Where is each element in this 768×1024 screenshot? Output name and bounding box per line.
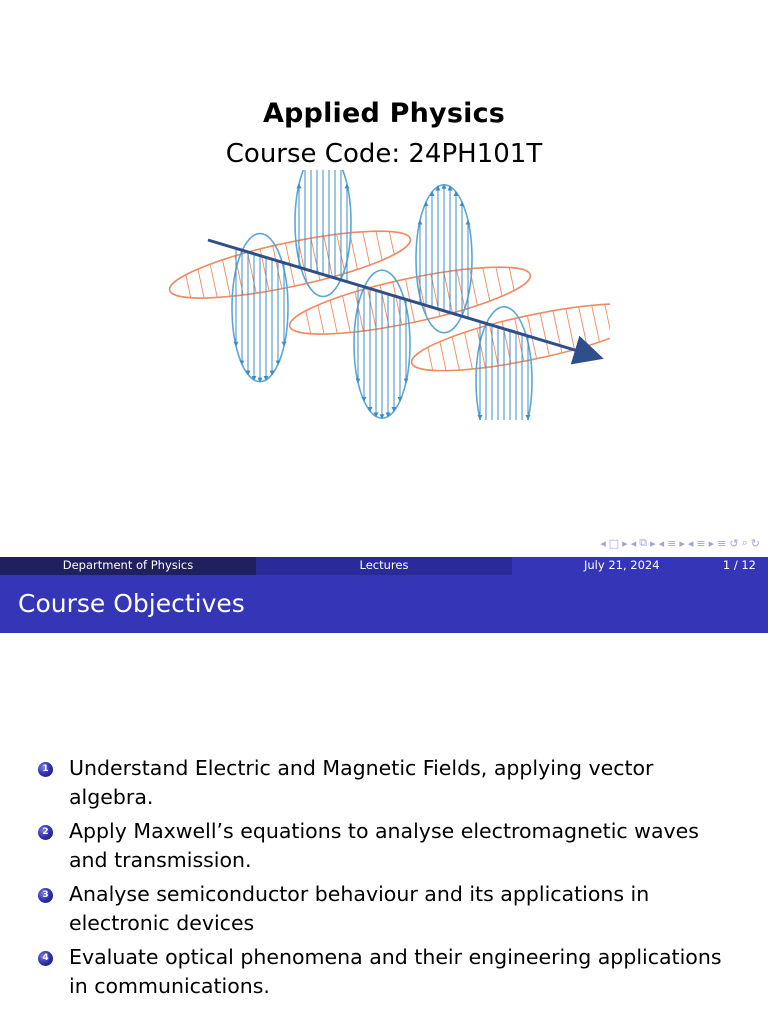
nav-symbol-icon[interactable]: ↺: [729, 536, 740, 550]
footer-department: Department of Physics: [0, 557, 256, 575]
objective-item: [38, 754, 738, 812]
nav-symbol-icon[interactable]: ▸: [622, 536, 629, 550]
frame-title-bar: [0, 575, 768, 633]
nav-symbol-icon[interactable]: ▸: [650, 536, 657, 550]
frame-title: Course Objectives: [18, 589, 245, 618]
electromagnetic-wave-illustration: [160, 170, 610, 420]
objective-item: [38, 817, 738, 875]
number-ball-icon: 2: [38, 825, 53, 840]
objective-text: Analyse semiconductor behaviour and its applications in electronic devices: [69, 882, 650, 935]
course-code: Course Code: 24PH101T: [225, 139, 543, 169]
number-ball-icon: 3: [38, 888, 53, 903]
slide-title: Applied Physics: [262, 98, 506, 129]
footer-section: Lectures: [256, 557, 512, 575]
nav-symbol-icon[interactable]: ▸: [679, 536, 686, 550]
footer-date-page: [512, 557, 768, 575]
nav-symbol-icon[interactable]: ◂: [658, 536, 666, 550]
objective-text: Understand Electric and Magnetic Fields, applying vector algebra.: [69, 756, 654, 809]
nav-symbol-icon[interactable]: □: [608, 536, 621, 550]
objective-text: Apply Maxwell’s equations to analyse electromagnetic waves and transmission.: [69, 819, 699, 872]
number-ball-icon: 1: [38, 762, 53, 777]
nav-symbol-icon[interactable]: ≡: [717, 536, 728, 550]
nav-symbol-icon[interactable]: ◂: [600, 536, 607, 550]
nav-symbol-icon[interactable]: ◂: [630, 536, 638, 550]
nav-symbol-icon[interactable]: ≡: [667, 536, 678, 550]
footer-bar: [0, 557, 768, 575]
nav-symbol-icon[interactable]: ↻: [750, 536, 761, 550]
footer-date: July 21, 2024: [584, 558, 660, 572]
objectives-list: [38, 754, 738, 1006]
number-ball-icon: 4: [38, 951, 53, 966]
objective-item: [38, 943, 738, 1001]
objective-text: Evaluate optical phenomena and their engineering applications in communications.: [69, 945, 722, 998]
objective-item: [38, 880, 738, 938]
beamer-navigation[interactable]: [599, 536, 762, 550]
nav-symbol-icon[interactable]: ⧉: [639, 536, 649, 549]
nav-symbol-icon[interactable]: ▸: [708, 536, 716, 550]
electric-field-ellipses: [232, 170, 532, 420]
footer-page-number: 1 / 12: [722, 558, 756, 572]
nav-symbol-icon[interactable]: ≡: [696, 536, 707, 550]
nav-symbol-icon[interactable]: ⌕: [741, 536, 749, 549]
nav-symbol-icon[interactable]: ◂: [687, 536, 695, 550]
